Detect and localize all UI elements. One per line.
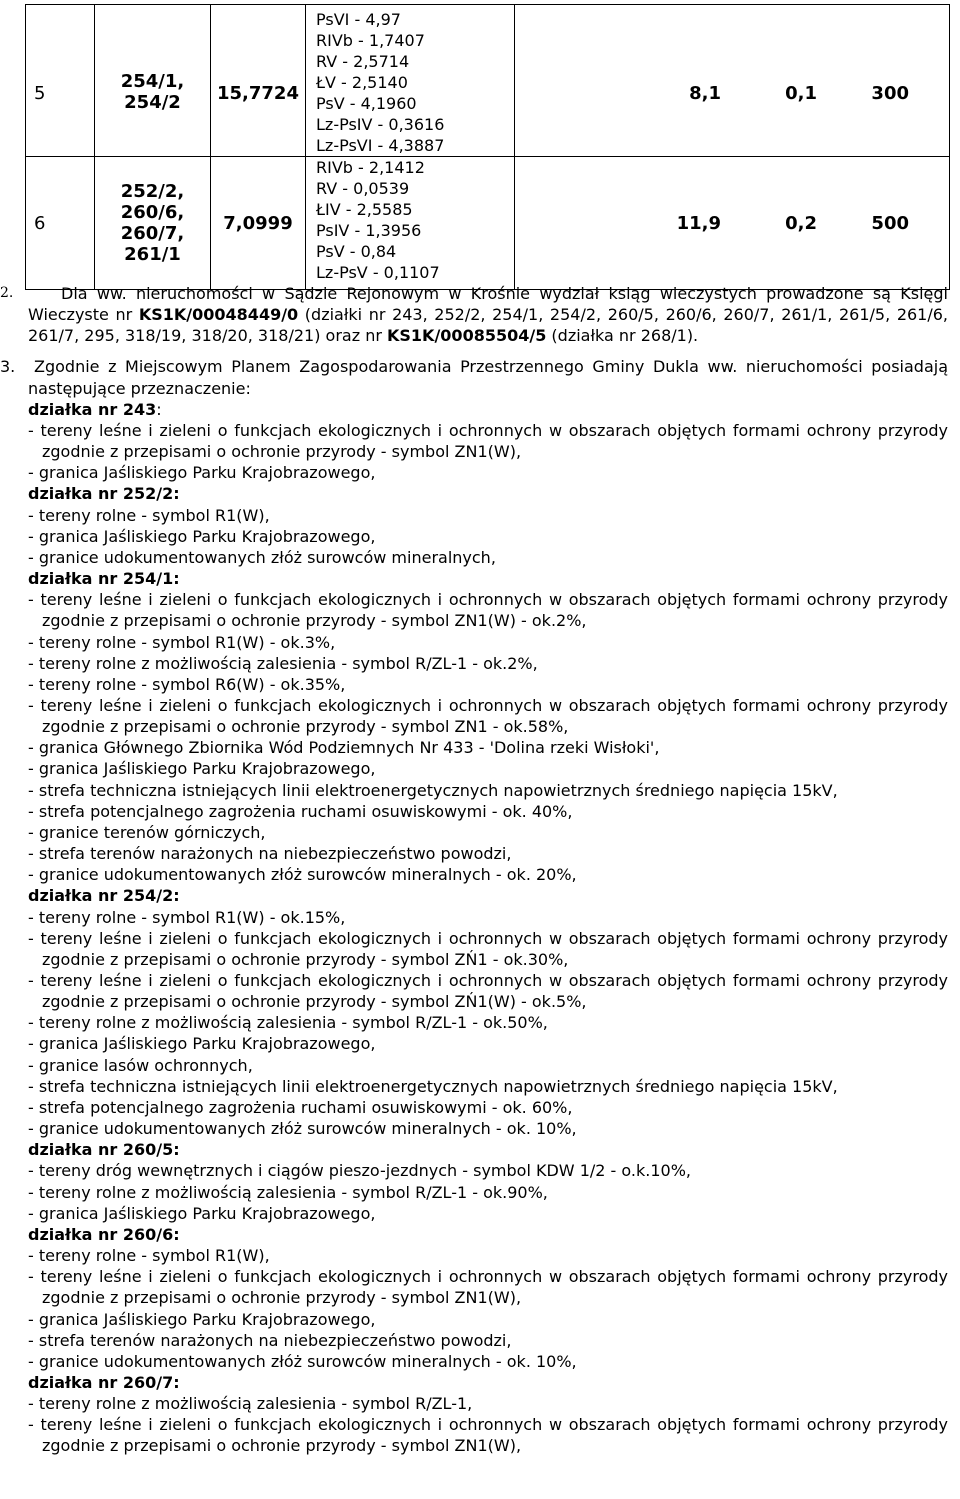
area-cell: 7,0999 [211,157,306,290]
land-use-item: - tereny rolne - symbol R1(W), [28,505,270,525]
values-cell [515,5,950,157]
land-class-entry: ŁV - 2,5140 [316,73,408,92]
land-use-item: - granice udokumentowanych złóż surowców mineralnych - ok. 10%, [28,1119,577,1139]
parcel-number: 260/6, [120,202,185,223]
land-use-item: - tereny rolne - symbol R6(W) - ok.35%, [28,674,346,694]
land-class-cell [306,157,515,290]
land-use-item: - tereny leśne i zieleni o funkcjach ekologicznych i ochronnych w obszarach objętych formami ochrony przyrody zgodnie z przepisami o ochronie przyrody - symbol ZN1(W), [28,1267,948,1308]
values-cell [515,157,950,290]
land-class-entry: PsVI - 4,97 [316,10,401,29]
land-use-item: - tereny rolne z możliwością zalesienia - symbol R/ZL-1 - ok.50%, [28,1013,548,1033]
section-number: 2. [0,285,14,301]
value-3: 500 [871,212,909,234]
section-3-text: Zgodnie z Miejscowym Planem Zagospodarowania Przestrzennego Gminy Dukla ww. nieruchomości posiadają następujące przeznaczenie: [28,357,948,398]
parcel-heading: działka nr 243: [28,399,162,419]
land-class-entry: PsV - 0,84 [316,242,397,261]
section-2-text-b: (działki nr 243, 252/2, 254/1, 254/2, 260/5, 260/6, 260/7, 261/1, 261/5, 261/6, 261/7, 295, 318/19, 318/20, 318/21) oraz nr [28,305,949,346]
land-use-item: - granice terenów górniczych, [28,822,266,842]
land-use-item: - granice udokumentowanych złóż surowców mineralnych - ok. 20%, [28,865,577,885]
parcel-number: 254/2 [124,92,181,113]
land-class-entry: Lz-PsV - 0,1107 [316,263,440,282]
parcel-heading: działka nr 260/7: [28,1372,180,1392]
land-use-item: - tereny rolne - symbol R1(W) - ok.15%, [28,907,346,927]
parcel-heading: działka nr 252/2: [28,484,180,504]
section-2-text-c: (działka nr 268/1). [546,326,699,346]
land-use-item: - tereny rolne - symbol R1(W), [28,1246,270,1266]
parcel-number: 254/1, [120,71,185,92]
value-1: 8,1 [689,83,721,104]
land-use-item: - tereny rolne - symbol R1(W) - ok.3%, [28,632,336,652]
land-use-item: - granica Jaśliskiego Parku Krajobrazowego, [28,1309,376,1329]
land-use-item: - granica Jaśliskiego Parku Krajobrazowego, [28,1034,376,1054]
land-use-item: - granice lasów ochronnych, [28,1055,253,1075]
parcel-heading: działka nr 254/2: [28,886,180,906]
row-number-cell: 6 [26,157,95,290]
land-use-item: - tereny rolne z możliwością zalesienia - symbol R/ZL-1, [28,1394,473,1414]
section-number: 3. [0,357,16,377]
land-use-item: - tereny leśne i zieleni o funkcjach ekologicznych i ochronnych w obszarach objętych formami ochrony przyrody zgodnie z przepisami o ochronie przyrody - symbol ZŃ1 - ok.30%, [28,928,948,969]
land-use-item: - granice udokumentowanych złóż surowców mineralnych, [28,547,496,567]
parcel-list [0,399,960,1457]
land-use-item: - granica Jaśliskiego Parku Krajobrazowego, [28,463,376,483]
land-class-entry: PsIV - 1,3956 [316,221,422,240]
land-use-item: - strefa terenów narażonych na niebezpieczeństwo powodzi, [28,844,512,864]
value-1: 11,9 [676,212,721,234]
land-use-item: - granica Jaśliskiego Parku Krajobrazowego, [28,526,376,546]
section-3 [0,356,960,398]
parcel-heading: działka nr 260/6: [28,1224,180,1244]
land-table [25,4,950,290]
land-class-entry: RIVb - 1,7407 [316,31,425,50]
parcel-heading: działka nr 260/5: [28,1140,180,1160]
land-class-entry: RV - 2,5714 [316,52,410,71]
land-use-item: - tereny leśne i zieleni o funkcjach ekologicznych i ochronnych w obszarach objętych formami ochrony przyrody zgodnie z przepisami o ochronie przyrody - symbol ZN1(W) - ok.2%, [28,590,948,631]
land-class-cell [306,5,515,157]
land-class-entry: PsV - 4,1960 [316,94,417,113]
land-use-item: - strefa techniczna istniejących linii elektroenergetycznych napowietrznych średniego napięcia 15kV, [28,780,838,800]
parcel-heading: działka nr 254/1: [28,569,180,589]
land-register-number: KS1K/00085504/5 [387,326,547,346]
land-use-item: - strefa potencjalnego zagrożenia ruchami osuwiskowymi - ok. 60%, [28,1097,573,1117]
table-row [26,157,950,290]
land-use-item: - tereny leśne i zieleni o funkcjach ekologicznych i ochronnych w obszarach objętych formami ochrony przyrody zgodnie z przepisami o ochronie przyrody - symbol ZN1(W), [28,1415,948,1456]
land-register-number: KS1K/00048449/0 [138,305,299,325]
land-use-item: - tereny leśne i zieleni o funkcjach ekologicznych i ochronnych w obszarach objętych formami ochrony przyrody zgodnie z przepisami o ochronie przyrody - symbol ZN1 - ok.58%, [28,695,948,737]
document-body [0,283,960,1457]
parcel-numbers-cell [95,157,211,290]
land-use-item: - tereny rolne z możliwością zalesienia - symbol R/ZL-1 - ok.2%, [28,653,538,673]
land-use-item: - strefa terenów narażonych na niebezpieczeństwo powodzi, [28,1330,512,1350]
land-use-item: - tereny leśne i zieleni o funkcjach ekologicznych i ochronnych w obszarach objętych formami ochrony przyrody zgodnie z przepisami o ochronie przyrody - symbol ZN1(W), [28,420,948,462]
land-use-item: - granica Jaśliskiego Parku Krajobrazowego, [28,1203,376,1223]
area-cell: 15,7724 [211,5,306,157]
land-use-item: - tereny rolne z możliwością zalesienia - symbol R/ZL-1 - ok.90%, [28,1182,548,1202]
land-use-item: - strefa techniczna istniejących linii elektroenergetycznych napowietrznych średniego napięcia 15kV, [28,1076,838,1096]
land-use-item: - tereny leśne i zieleni o funkcjach ekologicznych i ochronnych w obszarach objętych formami ochrony przyrody zgodnie z przepisami o ochronie przyrody - symbol ZŃ1(W) - ok.5%, [28,971,948,1012]
value-2: 0,1 [785,83,817,104]
row-number-cell: 5 [26,5,95,157]
parcel-number: 260/7, [120,223,185,244]
land-class-entry: RIVb - 2,1412 [316,158,425,177]
land-use-item: - granica Głównego Zbiornika Wód Podziemnych Nr 433 - 'Dolina rzeki Wisłoki', [28,738,660,758]
parcel-numbers-cell [95,5,211,157]
section-2-text-a: Dla ww. nieruchomości w Sądzie Rejonowym w Krośnie wydział ksiąg wieczystych prowadzone są Księgi Wieczyste nr [28,284,948,325]
value-2: 0,2 [785,212,817,234]
value-3: 300 [871,83,909,104]
land-use-item: - granice udokumentowanych złóż surowców mineralnych - ok. 10%, [28,1351,577,1371]
parcel-number: 252/2, [120,181,185,202]
land-class-entry: RV - 0,0539 [316,179,410,198]
land-use-item: - granica Jaśliskiego Parku Krajobrazowego, [28,759,376,779]
parcel-number: 261/1 [124,244,181,265]
land-class-entry: ŁIV - 2,5585 [316,200,413,219]
land-use-item: - strefa potencjalnego zagrożenia ruchami osuwiskowymi - ok. 40%, [28,801,573,821]
land-class-entry: Lz-PsVI - 4,3887 [316,136,445,155]
table-row [26,5,950,157]
land-class-entry: Lz-PsIV - 0,3616 [316,115,445,134]
land-use-item: - tereny dróg wewnętrznych i ciągów pieszo-jezdnych - symbol KDW 1/2 - o.k.10%, [28,1161,691,1181]
section-2 [0,283,960,346]
